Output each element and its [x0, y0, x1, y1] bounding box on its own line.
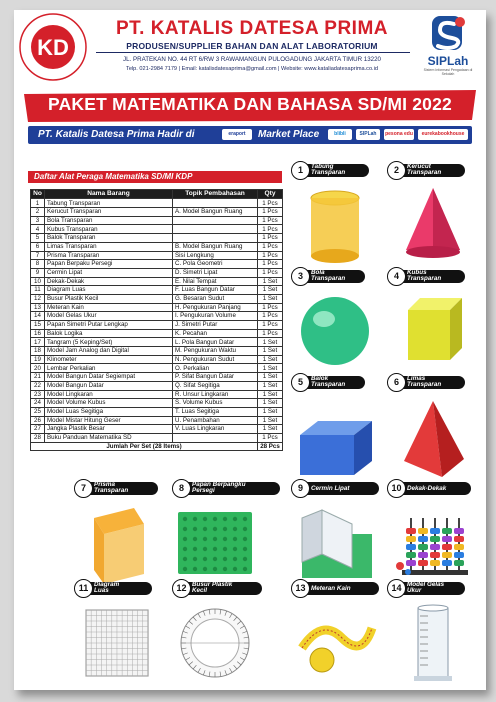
catalog-sheet	[14, 10, 486, 690]
table-row	[31, 199, 283, 208]
cell-no: 2	[31, 208, 45, 217]
table-row	[31, 338, 283, 347]
cell-no: 7	[31, 251, 45, 260]
cell-qty: 1 Pcs	[258, 303, 283, 312]
product-label-10	[395, 482, 471, 495]
product-label-line2: Transparan	[407, 169, 442, 177]
cell-name: Balok Transparan	[45, 234, 173, 243]
cell-topic: D. Simetri Lipat	[173, 268, 258, 277]
cell-qty: 1 Pcs	[258, 329, 283, 338]
cell-qty: 1 Pcs	[258, 225, 283, 234]
cell-name: Klinometer	[45, 355, 173, 364]
cell-no: 20	[31, 364, 45, 373]
product-image-13	[292, 598, 378, 688]
cell-name: Kubus Transparan	[45, 225, 173, 234]
product-image-8	[172, 498, 258, 588]
table-row	[31, 381, 283, 390]
cell-qty: 1 Pcs	[258, 251, 283, 260]
product-label-13	[299, 582, 379, 595]
company-address: JL. PRATEKAN NO. 44 RT 6/RW 3 RAWAMANGUN PULOGADUNG JAKARTA TIMUR 13220	[123, 56, 381, 63]
product-number-badge: 12	[172, 579, 191, 598]
cell-name: Model Bangun Datar	[45, 381, 173, 390]
cell-name: Model Luas Segitiga	[45, 407, 173, 416]
company-contact: Telp. 021-2984 7179 | Email: katalisdatesaprima@gmail.com | Website: www.kataliadatesaprima.co.id	[126, 66, 378, 72]
table-row	[31, 294, 283, 303]
logo-letters: KD	[37, 35, 69, 60]
list-title: Daftar Alat Peraga Matematika SD/MI KDP	[34, 172, 193, 181]
product-number-badge: 2	[387, 161, 406, 180]
cell-name: Model Lingkaran	[45, 390, 173, 399]
marketplace-logo-eureka[interactable]: eurekabookhouse	[418, 129, 468, 140]
cell-no: 5	[31, 234, 45, 243]
product-number-badge: 8	[172, 479, 191, 498]
product-label-line2: Persegi	[192, 487, 215, 495]
cell-topic: V. Luas Lingkaran	[173, 425, 258, 434]
cell-qty: 1 Pcs	[258, 234, 283, 243]
cell-no: 4	[31, 225, 45, 234]
cell-name: Papan Simetri Putar Lengkap	[45, 321, 173, 330]
product-image-5	[292, 392, 378, 488]
header-topic: Topik Pembahasan	[173, 190, 258, 199]
cell-no: 6	[31, 242, 45, 251]
header-name: Nama Barang	[45, 190, 173, 199]
cell-no: 15	[31, 321, 45, 330]
table-row	[31, 416, 283, 425]
cell-qty: 1 Set	[258, 399, 283, 408]
cell-qty: 1 Set	[258, 355, 283, 364]
cell-qty: 1 Pcs	[258, 208, 283, 217]
siplah-name: SIPLah	[427, 54, 469, 68]
table-row	[31, 433, 283, 442]
table-row	[31, 234, 283, 243]
marketplace-logo-blibli[interactable]: blibli	[328, 129, 352, 140]
siplah-tagline: Sistem Informasi Pengadaan di Sekolah	[423, 68, 473, 76]
product-number-badge: 9	[291, 479, 310, 498]
total-label: Jumlah Per Set (28 Items)	[31, 442, 258, 451]
cell-no: 8	[31, 260, 45, 269]
cell-name: Prisma Transparan	[45, 251, 173, 260]
product-label-line2: Luas	[94, 587, 109, 595]
product-label-line1: Model Gelas	[407, 581, 445, 588]
product-number-badge: 14	[387, 579, 406, 598]
company-subtitle: PRODUSEN/SUPPLIER BAHAN DAN ALAT LABORATORIUM	[126, 41, 378, 51]
cell-topic: M. Pengukuran Waktu	[173, 347, 258, 356]
cell-no: 19	[31, 355, 45, 364]
cell-name: Tangram (5 Keping/Set)	[45, 338, 173, 347]
product-number-badge: 6	[387, 373, 406, 392]
cell-topic	[173, 234, 258, 243]
items-table	[30, 189, 283, 451]
product-label-line2: Transparan	[94, 487, 129, 495]
product-label-line1: Busur Plastik	[192, 581, 233, 588]
cell-name: Model Gelas Ukur	[45, 312, 173, 321]
cell-topic: S. Volume Kubus	[173, 399, 258, 408]
table-row	[31, 347, 283, 356]
product-number-badge: 11	[74, 579, 93, 598]
cell-topic	[173, 199, 258, 208]
marketplace-logo-siplah[interactable]: SIPLah	[356, 129, 380, 140]
cell-no: 18	[31, 347, 45, 356]
cell-topic: P. Sifat Bangun Datar	[173, 373, 258, 382]
cell-topic: R. Unsur Lingkaran	[173, 390, 258, 399]
table-row	[31, 277, 283, 286]
product-label-line1: Kubus	[407, 269, 427, 276]
product-label-line1: Balok	[311, 375, 329, 382]
cell-qty: 1 Set	[258, 338, 283, 347]
cell-no: 28	[31, 433, 45, 442]
cell-no: 24	[31, 399, 45, 408]
product-number-badge: 10	[387, 479, 406, 498]
product-label-line1: Diagram	[94, 581, 120, 588]
cell-qty: 1 Set	[258, 407, 283, 416]
cell-name: Model Bangun Datar Segiempat	[45, 373, 173, 382]
product-label-line2: Ukur	[407, 587, 422, 595]
product-label-line2: Transparan	[311, 275, 346, 283]
table-body	[31, 199, 283, 442]
product-number-badge: 5	[291, 373, 310, 392]
company-logo	[18, 12, 88, 82]
marketplace-logo-eraport[interactable]: eraport	[222, 129, 252, 140]
product-label-line1: Meteran Kain	[311, 585, 351, 592]
table-row	[31, 268, 283, 277]
cell-no: 14	[31, 312, 45, 321]
cell-qty: 1 Pcs	[258, 312, 283, 321]
cell-name: Model Jam Analog dan Digital	[45, 347, 173, 356]
total-qty: 28 Pcs	[258, 442, 283, 451]
cell-qty: 1 Pcs	[258, 199, 283, 208]
table-row	[31, 242, 283, 251]
product-image-1	[292, 180, 378, 270]
cell-topic: Q. Sifat Segitiga	[173, 381, 258, 390]
product-label-line2: Transparan	[311, 381, 346, 389]
product-image-4	[390, 286, 476, 376]
cell-name: Kerucut Transparan	[45, 208, 173, 217]
cell-topic: H. Pengukuran Panjang	[173, 303, 258, 312]
cell-topic: N. Pengukuran Sudut	[173, 355, 258, 364]
table-row	[31, 260, 283, 269]
product-label-line2: Transparan	[407, 381, 442, 389]
product-label-line1: Kerucut	[407, 163, 431, 170]
cell-qty: 1 Set	[258, 286, 283, 295]
product-label-line1: Prisma	[94, 481, 116, 488]
cell-topic	[173, 216, 258, 225]
cell-no: 11	[31, 286, 45, 295]
cell-no: 26	[31, 416, 45, 425]
cell-qty: 1 Pcs	[258, 321, 283, 330]
cell-qty: 1 Set	[258, 364, 283, 373]
table-row	[31, 425, 283, 434]
product-label-line2: Transparan	[311, 169, 346, 177]
cell-name: Diagram Luas	[45, 286, 173, 295]
cell-qty: 1 Pcs	[258, 242, 283, 251]
cell-no: 13	[31, 303, 45, 312]
cell-no: 25	[31, 407, 45, 416]
cell-name: Balok Logika	[45, 329, 173, 338]
product-image-3	[292, 286, 378, 376]
table-row	[31, 355, 283, 364]
product-label-8	[180, 482, 280, 495]
banner-title: PAKET MATEMATIKA DAN BAHASA SD/MI 2022	[48, 94, 452, 114]
cell-name: Busur Plastik Kecil	[45, 294, 173, 303]
cell-name: Limas Transparan	[45, 242, 173, 251]
cell-topic: J. Simetri Putar	[173, 321, 258, 330]
cell-no: 3	[31, 216, 45, 225]
product-label-12	[180, 582, 262, 595]
cell-name: Model Volume Kubus	[45, 399, 173, 408]
cell-qty: 1 Pcs	[258, 268, 283, 277]
table-row	[31, 303, 283, 312]
product-label-line1: Cermin Lipat	[311, 485, 350, 492]
table-header-row	[31, 190, 283, 199]
table-row	[31, 225, 283, 234]
product-image-9	[292, 498, 378, 588]
table-row	[31, 312, 283, 321]
table-row	[31, 208, 283, 217]
cell-name: Dekak-Dekak	[45, 277, 173, 286]
cell-qty: 1 Set	[258, 347, 283, 356]
cell-topic: I. Pengukuran Volume	[173, 312, 258, 321]
cell-topic	[173, 225, 258, 234]
cell-qty: 1 Set	[258, 373, 283, 382]
product-number-badge: 4	[387, 267, 406, 286]
table-row	[31, 286, 283, 295]
cell-qty: 1 Set	[258, 277, 283, 286]
cell-qty: 1 Set	[258, 416, 283, 425]
product-label-9	[299, 482, 379, 495]
list-title-bar	[28, 171, 282, 183]
table-total-row	[31, 442, 283, 451]
cell-qty: 1 Set	[258, 294, 283, 303]
table-row	[31, 373, 283, 382]
product-label-line1: Papan Berpangku	[192, 481, 246, 488]
product-number-badge: 1	[291, 161, 310, 180]
product-image-12	[172, 598, 258, 688]
cell-name: Meteran Kain	[45, 303, 173, 312]
cell-topic: F. Luas Bangun Datar	[173, 286, 258, 295]
header-divider	[96, 52, 410, 53]
table-row	[31, 216, 283, 225]
cell-name: Buku Panduan Matematika SD	[45, 433, 173, 442]
header-qty: Qty	[258, 190, 283, 199]
cell-topic: C. Pola Geometri	[173, 260, 258, 269]
table-row	[31, 399, 283, 408]
product-label-line1: Dekak-Dekak	[407, 485, 447, 492]
cell-topic: L. Pola Bangun Datar	[173, 338, 258, 347]
company-name: PT. KATALIS DATESA PRIMA	[115, 18, 389, 39]
table-row	[31, 407, 283, 416]
product-image-14	[390, 598, 476, 688]
cell-no: 21	[31, 373, 45, 382]
product-label-line2: Kecil	[192, 587, 208, 595]
product-image-6	[390, 392, 476, 488]
product-label-line1: Limas	[407, 375, 426, 382]
cell-qty: 1 Set	[258, 390, 283, 399]
cell-name: Papan Berpaku Persegi	[45, 260, 173, 269]
product-label-line2: Transparan	[407, 275, 442, 283]
cell-name: Tabung Transparan	[45, 199, 173, 208]
product-label-line1: Bola	[311, 269, 325, 276]
cell-no: 12	[31, 294, 45, 303]
cell-name: Model Mistar Hitung Geser	[45, 416, 173, 425]
cell-topic: A. Model Bangun Ruang	[173, 208, 258, 217]
product-image-11	[74, 598, 160, 688]
cell-name: Jangka Plastik Besar	[45, 425, 173, 434]
cell-topic: B. Model Bangun Ruang	[173, 242, 258, 251]
cell-topic: Sisi Lengkung	[173, 251, 258, 260]
product-label-7	[82, 482, 158, 495]
header-no: No	[31, 190, 45, 199]
product-label-line1: Tabung	[311, 163, 334, 170]
product-number-badge: 7	[74, 479, 93, 498]
cell-qty: 1 Pcs	[258, 216, 283, 225]
cell-no: 1	[31, 199, 45, 208]
marketplace-logo-pesona[interactable]: pesona edu	[384, 129, 414, 140]
cell-no: 22	[31, 381, 45, 390]
table-row	[31, 390, 283, 399]
product-number-badge: 13	[291, 579, 310, 598]
cell-no: 10	[31, 277, 45, 286]
cell-topic: G. Besaran Sudut	[173, 294, 258, 303]
table-row	[31, 321, 283, 330]
cell-topic	[173, 433, 258, 442]
cell-topic: O. Perkalian	[173, 364, 258, 373]
table-row	[31, 329, 283, 338]
cell-qty: 1 Pcs	[258, 433, 283, 442]
cell-no: 23	[31, 390, 45, 399]
product-image-10	[390, 498, 476, 588]
cell-topic: U. Penambahan	[173, 416, 258, 425]
product-number-badge: 3	[291, 267, 310, 286]
cell-qty: 1 Set	[258, 425, 283, 434]
cell-name: Bola Transparan	[45, 216, 173, 225]
cell-topic: E. Nilai Tempat	[173, 277, 258, 286]
cell-topic: T. Luas Segitiga	[173, 407, 258, 416]
marketplace-text-left: PT. Katalis Datesa Prima Hadir di	[38, 129, 195, 140]
table-row	[31, 364, 283, 373]
cell-no: 17	[31, 338, 45, 347]
cell-name: Lembar Perkalian	[45, 364, 173, 373]
marketplace-text-right: Market Place	[258, 129, 320, 140]
table-row	[31, 251, 283, 260]
product-image-7	[74, 498, 160, 588]
cell-no: 27	[31, 425, 45, 434]
cell-qty: 1 Pcs	[258, 260, 283, 269]
cell-no: 9	[31, 268, 45, 277]
product-image-2	[390, 180, 476, 270]
cell-topic: K. Pecahan	[173, 329, 258, 338]
cell-no: 16	[31, 329, 45, 338]
cell-name: Cermin Lipat	[45, 268, 173, 277]
cell-qty: 1 Set	[258, 381, 283, 390]
